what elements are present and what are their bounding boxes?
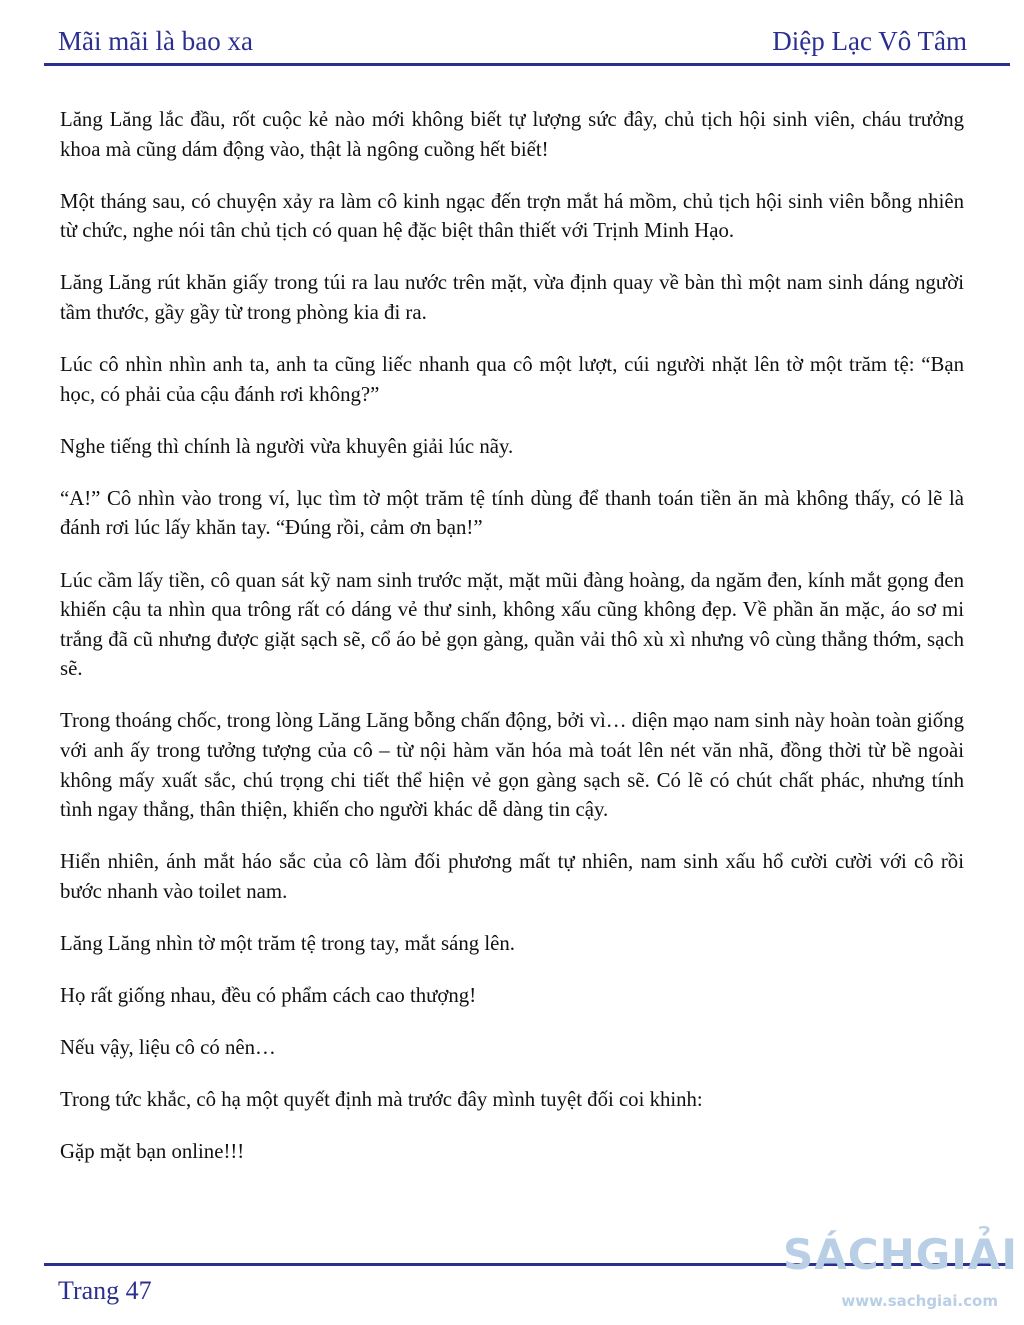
paragraph: Họ rất giống nhau, đều có phẩm cách cao thượng! bbox=[60, 984, 477, 1008]
header-divider bbox=[44, 63, 1010, 66]
paragraph: Gặp mặt bạn online!!! bbox=[60, 1140, 245, 1164]
paragraph: Lúc cô nhìn nhìn anh ta, anh ta cũng liếc nhanh qua cô một lượt, cúi người nhặt lên tờ một trăm tệ: “Bạn học, có phải của cậu đánh rơi không?” bbox=[60, 353, 964, 406]
page-body bbox=[60, 105, 964, 1189]
watermark bbox=[783, 1224, 1018, 1320]
paragraph: Lúc cầm lấy tiền, cô quan sát kỹ nam sinh trước mặt, mặt mũi đàng hoàng, da ngăm đen, kính mắt gọng đen khiến cậu ta nhìn qua trông rất có dáng vẻ thư sinh, không xấu cũng không đẹp. Về phần ăn mặc, áo sơ mi trắng đã cũ nhưng được giặt sạch sẽ, cổ áo bẻ gọn gàng, quần vải thô xù xì nhưng vô cùng thẳng thớm, sạch sẽ. bbox=[60, 568, 964, 681]
paragraph: Lăng Lăng lắc đầu, rốt cuộc kẻ nào mới không biết tự lượng sức đây, chủ tịch hội sinh viên, cháu trưởng khoa mà cũng dám động vào, thật là ngông cuồng hết biết! bbox=[60, 108, 964, 161]
paragraph: Lăng Lăng nhìn tờ một trăm tệ trong tay, mắt sáng lên. bbox=[60, 931, 515, 955]
paragraph: Nghe tiếng thì chính là người vừa khuyên giải lúc nãy. bbox=[60, 434, 514, 458]
paragraph: Nếu vậy, liệu cô có nên… bbox=[60, 1036, 276, 1060]
watermark-logo: SÁCHGIẢI bbox=[783, 1230, 1018, 1279]
paragraph: Một tháng sau, có chuyện xảy ra làm cô kinh ngạc đến trợn mắt há mồm, chủ tịch hội sinh viên bỗng nhiên từ chức, nghe nói tân chủ tịch có quan hệ đặc biệt thân thiết với Trịnh Minh Hạo. bbox=[60, 189, 964, 243]
book-title: Mãi mãi là bao xa bbox=[58, 26, 253, 56]
paragraph: Trong tức khắc, cô hạ một quyết định mà trước đây mình tuyệt đối coi khinh: bbox=[60, 1088, 703, 1112]
page-header bbox=[0, 0, 1024, 66]
watermark-url: www.sachgiai.com bbox=[841, 1292, 998, 1310]
paragraph: Trong thoáng chốc, trong lòng Lăng Lăng bỗng chấn động, bởi vì… diện mạo nam sinh này hoàn toàn giống với anh ấy trong tưởng tượng của cô – từ nội hàm văn hóa mà toát lên nét văn nhã, đồng thời từ bề ngoài không mấy xuất sắc, chú trọng chi tiết thể hiện vẻ gọn gàng sạch sẽ. Có lẽ có chút chất phác, nhưng tính tình ngay thẳng, thân thiện, khiến cho người khác dễ dàng tin cậy. bbox=[60, 709, 964, 822]
author-name: Diệp Lạc Vô Tâm bbox=[772, 26, 967, 56]
page-number: Trang 47 bbox=[58, 1276, 152, 1305]
paragraph: Hiển nhiên, ánh mắt háo sắc của cô làm đối phương mất tự nhiên, nam sinh xấu hổ cười cười với cô rồi bước nhanh vào toilet nam. bbox=[60, 850, 964, 903]
paragraph: Lăng Lăng rút khăn giấy trong túi ra lau nước trên mặt, vừa định quay về bàn thì một nam sinh dáng người tầm thước, gầy gầy từ trong phòng kia đi ra. bbox=[60, 271, 964, 324]
paragraph: “A!” Cô nhìn vào trong ví, lục tìm tờ một trăm tệ tính dùng để thanh toán tiền ăn mà không thấy, có lẽ là đánh rơi lúc lấy khăn tay. “Đúng rồi, cảm ơn bạn!” bbox=[60, 486, 964, 540]
